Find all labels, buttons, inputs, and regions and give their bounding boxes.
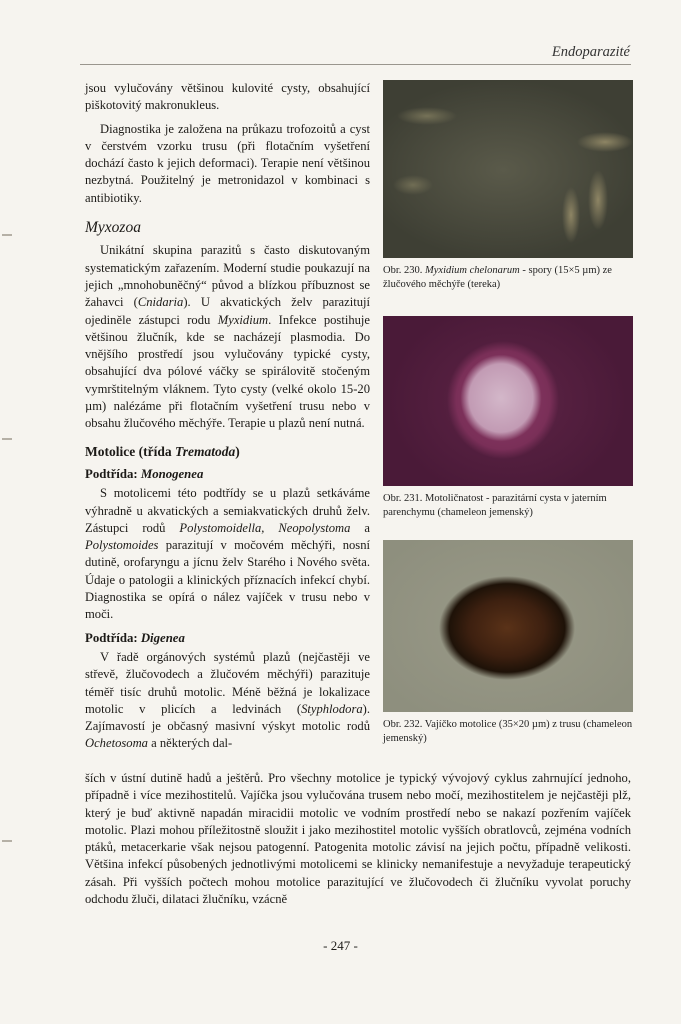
text-run: S motolicemi této podtřídy se u plazů setkáváme výhradně u akvatických a semiakvatických druhů želv. Zástupci rodů — [85, 486, 370, 535]
section-heading-myxozoa: Myxozoa — [85, 219, 141, 237]
text-run: ) — [235, 443, 240, 459]
taxon-name: Polystomoides — [85, 538, 159, 553]
figure-caption: Obr. 231. Motoličnatost - parazitární cysta v jaterním parenchymu (chameleon jemenský) — [383, 493, 607, 518]
taxon-name: Styphlodora — [301, 701, 363, 716]
taxon-name: Myxidium — [217, 312, 269, 327]
text-run: . Infekce postihuje většinou žlučník, kde se nacházejí plasmodia. Do vnějšího prostředí jsou vylučovány typické cysty, obsahující dva pólové váčky se spirálovitě stočeným vymrštitelným vláknem. Tyto cysty (velké okolo 15-20 µm) nalézáme při flotačním vyšetření trusu nebo v obsahu žlučového měchýře. Terapie u plazů není nutná. — [85, 312, 371, 431]
taxon-name: Myxidium chelonarum — [425, 265, 520, 276]
text-run: parazitují v močovém měchýři, nosní dutině, orofaryngu a jícnu želv Starého i Nového světa. Údaje o patologii a klinických příznacích infekcí chybí. Diagnostika se opírá o nález vajíček v trusu nebo v moči. — [85, 538, 370, 622]
text-run: a některých dal- — [147, 736, 233, 751]
subheading-digenea — [85, 630, 370, 647]
full-width-text — [85, 770, 631, 908]
text-run: - spory (15×5 µm) ze žlučového měchýře (tereka) — [383, 265, 612, 290]
text-run: Podtřída: — [85, 466, 141, 481]
text-run: a — [350, 520, 370, 535]
paragraph-continuation: ších v ústní dutině hadů a ještěrů. Pro všechny motolice je typický vývojový cyklus zahrnující jednoho, případně i více mezihostitelů. Vajíčka jsou vylučována trusem nebo močí, mezihostitelem je nejčastěji plž, který je buď aktivně napadán miracidii motolic ve vodním prostředí nebo se nakazí pozřením vajíček motolic. Plazi mohou příležitostně sloužit i jako mezihostitel motolic vyšších obratlovců, zejména vodních ptáků, metacerkarie však nejsou patogenní. Patogenita motolic závisí na jejich počtu, případně velikosti. Většina infekcí působených jednotlivými motolicemi se klinicky nemanifestuje a nevyžaduje terapeutický zásah. Při vyšších počtech mohou motolice parazitující ve žlučovodech či žlučníku vyvolat poruchy odchodu žluči, dilataci žlučníku, vzácně — [85, 771, 631, 907]
figure-230 — [383, 80, 633, 291]
text-run: Obr. 230. — [383, 265, 425, 276]
margin-mark — [2, 438, 12, 440]
text-run: Podtřída: — [85, 630, 141, 645]
running-head: Endoparazité — [551, 44, 630, 60]
paragraph-monogenea — [85, 485, 370, 623]
taxon-name: Ochetosoma — [85, 736, 148, 751]
taxon-name: Polystomoidella, Neopolystoma — [179, 520, 351, 535]
paragraph: Diagnostika je založena na průkazu trofozoitů a cyst v čerstvém vzorku trusu (při flotačním vyšetření dochází často k jejich deformaci). Terapie není většinou nezbytná. Použitelný je metronidazol v kombinaci s antibiotiky. — [85, 121, 370, 205]
micrograph-fluke-egg — [383, 540, 633, 712]
micrograph-parasitic-cyst — [383, 316, 633, 486]
left-column — [85, 80, 370, 759]
text-run: Motolice (třída — [85, 443, 175, 459]
taxon-name: Digenea — [140, 630, 185, 645]
figure-caption: Obr. 232. Vajíčko motolice (35×20 µm) z trusu (chameleon jemenský) — [383, 719, 633, 744]
section-heading-motolice — [85, 443, 370, 460]
figure-232 — [383, 540, 633, 745]
paragraph: jsou vylučovány většinou kulovité cysty, obsahující piškotovitý makronukleus. — [85, 81, 370, 113]
margin-mark — [2, 840, 12, 842]
paragraph-digenea — [85, 649, 370, 753]
figure-caption — [383, 264, 633, 291]
taxon-name: Trematoda — [174, 443, 236, 459]
text-run: Unikátní skupina parazitů s často diskutovaným systematickým zařazením. Moderní studie poukazují na jejich „mnohobuněčný“ původ a blízkou příbuznost se žahavci ( — [85, 243, 370, 310]
text-run: ). Zajímavostí je občasný masivní výskyt motolic rodů — [85, 701, 370, 734]
text-run: ). U akvatických želv parazitují ojediněle zástupci rodu — [85, 295, 370, 327]
paragraph-myxozoa — [85, 242, 370, 432]
taxon-name: Cnidaria — [137, 295, 184, 310]
figure-231 — [383, 316, 633, 519]
subheading-monogenea — [85, 466, 370, 483]
text-run: V řadě orgánových systémů plazů (nejčastěji ve střevě, žlučovodech a žlučovém měchýři) parazituje téměř tisíc druhů motolic. Méně běžná je lokalizace motolic v plicích a ledvinách ( — [85, 649, 370, 716]
margin-mark — [2, 234, 12, 236]
page-number: - 247 - — [323, 938, 358, 953]
micrograph-myxidium-spores — [383, 80, 633, 258]
header-rule — [80, 64, 631, 65]
taxon-name: Monogenea — [140, 466, 204, 481]
